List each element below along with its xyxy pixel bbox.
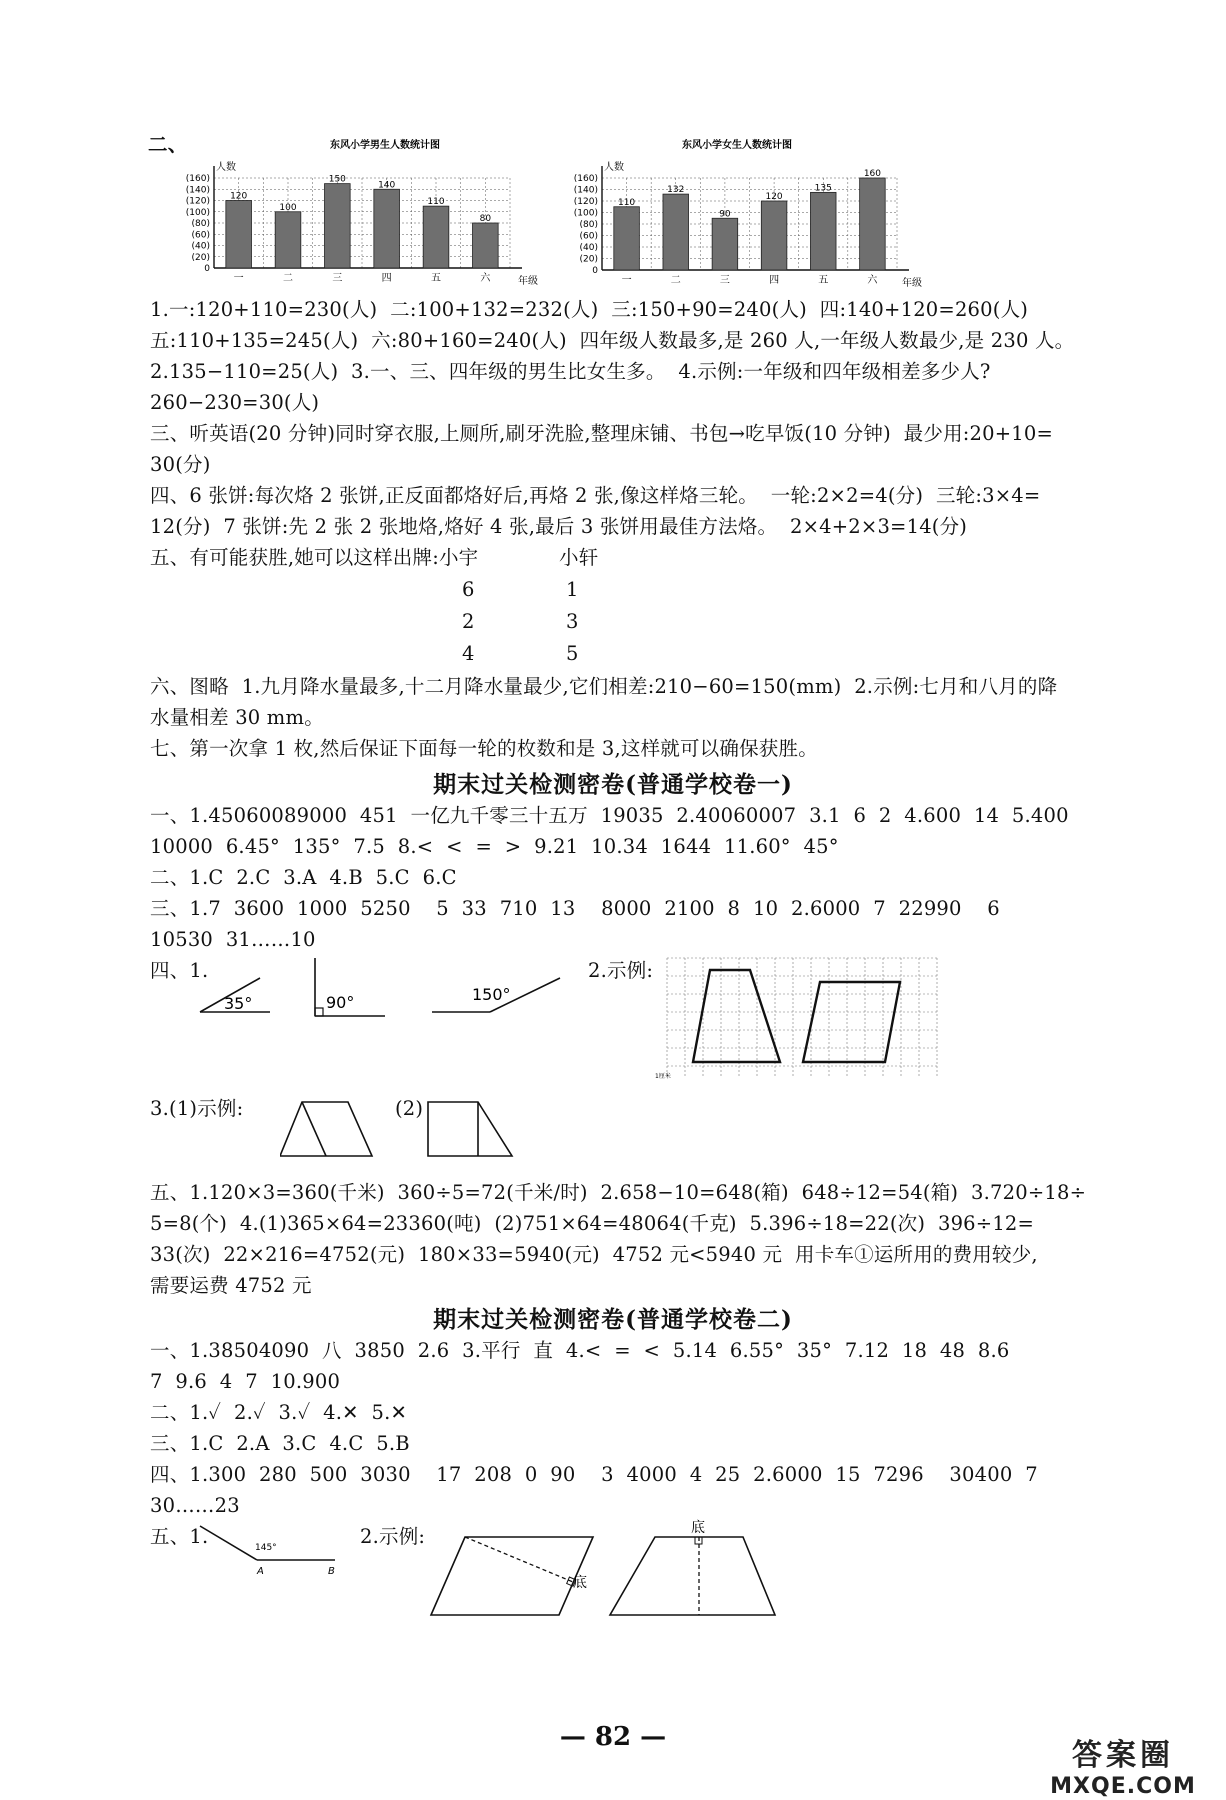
tick-label: (60) [191,230,210,241]
girls-chart-title: 东风小学女生人数统计图 [682,140,792,151]
tick-label: (160) [185,174,210,184]
answer-line: 二、1.C 2.C 3.A 4.B 5.C 6.C [150,866,457,889]
tick-label: (100) [185,207,210,218]
example-label: 2.示例: [588,959,654,982]
bar [614,207,640,270]
answer-line: 水量相差 30 mm。 [150,706,324,729]
category-label: 三 [719,275,730,286]
tick-label: 0 [592,266,598,276]
watermark-logo [1032,1730,1214,1799]
trapezoid-split-drawings [280,1090,540,1162]
girls-xlabel: 年级 [902,278,922,289]
bar-value-label: 110 [617,197,636,208]
category-label: 五 [431,273,441,284]
watermark-bottom: MXQE.COM [1050,1774,1196,1799]
bar-value-label: 100 [279,202,297,213]
bar [325,184,351,268]
category-label: 五 [818,275,829,286]
girls-bar-chart [562,128,942,293]
example-label-2: (2) [395,1097,424,1120]
answer-line: 四、6 张饼:每次烙 2 张饼,正反面都烙好后,再烙 2 张,像这样烙三轮。 一轮:2×2=4(分) 三轮:3×4= [150,484,1041,507]
bar-value-label: 160 [863,169,882,179]
answer-line: 7 9.6 4 7 10.900 [150,1370,341,1393]
bar [761,201,787,270]
category-label: 二 [670,275,681,286]
answer-line: 30……23 [150,1494,240,1517]
angle-drawings [190,950,570,1030]
boys-category-labels [234,272,492,284]
card-xiaoxuan: 1 [566,578,579,601]
category-label: 二 [283,273,293,284]
scale-label: 1厘米 [655,1073,671,1080]
tick-label: (20) [579,254,598,265]
answer-line: 一、1.45060089000 451 一亿九千零三十五万 19035 2.40060007 3.1 6 2 4.600 14 5.400 [150,804,1069,827]
bar-value-label: 120 [230,191,248,202]
bar [860,178,886,270]
tick-label: (140) [573,185,598,196]
parallelogram-with-height [431,1537,593,1615]
girls-ylabel: 人数 [604,162,624,173]
angle-90 [315,958,385,1016]
boys-ylabel: 人数 [216,162,236,173]
boys-bars [226,175,498,268]
exam1-title: 期末过关检测密卷(普通学校卷一) [433,771,793,798]
bar [374,189,400,268]
angle-90-label: 90° [326,993,355,1012]
card-xiaoxuan: 3 [566,610,579,633]
bar-value-label: 110 [427,197,445,208]
answer-line: 五、1. [150,1525,209,1548]
bar [226,201,252,269]
angle-150 [432,978,560,1012]
bar-value-label: 120 [765,192,783,202]
answer-line: 二、1.✓ 2.✓ 3.✓ 4.✕ 5.✕ [150,1401,408,1424]
bar-value-label: 135 [814,183,832,194]
answer-line: 1.一:120+110=230(人) 二:100+132=232(人) 三:150+90=240(人) 四:140+120=260(人) [150,298,1029,321]
tick-label: (40) [579,243,598,253]
answer-line: 10530 31……10 [150,928,316,951]
tick-label: (120) [185,196,210,207]
base-label-1: 底 [573,1575,587,1591]
answer-line: 五、有可能获胜,她可以这样出牌:小宇 [150,546,479,569]
answer-line: 5=8(个) 4.(1)365×64=23360(吨) (2)751×64=48064(千克) 5.396÷18=22(次) 396÷12= [150,1212,1035,1235]
card-header-xiaoxuan: 小轩 [559,546,599,569]
category-label: 六 [867,275,878,286]
answer-line: 2.135−110=25(人) 3.一、三、四年级的男生比女生多。 4.示例:一年级和四年级相差多少人? [150,360,991,383]
bar-value-label: 132 [667,185,685,196]
boys-tick-labels [186,174,210,274]
card-xiaoyu: 6 [462,578,475,601]
boys-bar-chart [180,128,560,293]
answer-line: 260−230=30(人) [150,391,320,414]
page-number: — 82 — [559,1722,667,1752]
trapezoid-into-rectangle [428,1102,512,1156]
height-drawings [425,1515,795,1625]
category-label: 四 [381,273,392,284]
example-label: 2.示例: [360,1525,426,1548]
bar [712,218,738,270]
answer-line: 五:110+135=245(人) 六:80+160=240(人) 四年级人数最多,是 260 人,一年级人数最少,是 230 人。 [150,329,1075,352]
answer-line: 三、1.C 2.A 3.C 4.C 5.B [150,1432,410,1455]
bar-value-label: 90 [719,209,731,220]
answer-line: 10000 6.45° 135° 7.5 8.< < = > 9.21 10.34 1644 11.60° 45° [150,835,839,858]
answer-line: 四、1. [150,959,209,982]
exam2-title: 期末过关检测密卷(普通学校卷二) [433,1306,793,1333]
category-label: 三 [332,273,343,284]
bar [473,223,499,268]
answer-line: 七、第一次拿 1 枚,然后保证下面每一轮的枚数和是 3,这样就可以确保获胜。 [150,737,818,760]
bar [275,212,301,268]
point-b-label: B [328,1566,335,1577]
answer-line: 三、听英语(20 分钟)同时穿衣服,上厕所,刷牙洗脸,整理床铺、书包→吃早饭(10 分钟) 最少用:20+10= [150,422,1054,445]
answer-line: 需要运费 4752 元 [150,1274,312,1297]
angle-35-label: 35° [224,994,253,1013]
category-label: 一 [233,273,244,284]
tick-label: (100) [573,208,598,219]
category-label: 六 [480,273,491,284]
grid-shapes [655,952,945,1092]
tick-label: (160) [573,174,598,184]
bar-value-label: 150 [328,174,346,185]
angle-145-label: 145° [255,1543,277,1553]
boys-xlabel: 年级 [518,276,538,287]
trapezoid-with-height [610,1519,775,1615]
trapezoid-into-triangle [280,1102,372,1156]
category-label: 四 [769,275,780,286]
answer-line: 一、1.38504090 八 3850 2.6 3.平行 直 4.< = < 5.14 6.55° 35° 7.12 18 48 8.6 [150,1339,1010,1362]
girls-category-labels [622,274,879,286]
answer-line: 12(分) 7 张饼:先 2 张 2 张地烙,烙好 4 张,最后 3 张饼用最佳方法烙。 2×4+2×3=14(分) [150,515,968,538]
angle-35 [200,978,270,1013]
card-xiaoyu: 4 [462,642,475,665]
card-xiaoxuan: 5 [566,642,579,665]
category-label: 一 [621,275,632,286]
answer-line: 三、1.7 3600 1000 5250 5 33 710 13 8000 2100 8 10 2.6000 7 22990 6 [150,897,1000,920]
tick-label: 0 [204,264,210,274]
boys-chart-title: 东风小学男生人数统计图 [330,140,440,151]
example-label: 3.(1)示例: [150,1097,244,1120]
tick-label: (40) [191,241,210,252]
card-xiaoyu: 2 [462,610,475,633]
section-two-label: 二、 [148,133,188,156]
watermark-top: 答案圈 [1072,1738,1174,1773]
base-label-2: 底 [691,1520,705,1536]
bar [663,194,689,270]
tick-label: (80) [579,220,598,230]
angle-150-label: 150° [472,985,511,1004]
girls-tick-labels [574,174,598,276]
bar-value-label: 80 [479,214,492,224]
bar [423,206,449,268]
answer-line: 五、1.120×3=360(千米) 360÷5=72(千米/时) 2.658−10=648(箱) 648÷12=54(箱) 3.720÷18÷ [150,1181,1087,1204]
tick-label: (120) [573,197,598,207]
bar [810,192,836,270]
tick-label: (140) [185,185,210,196]
tick-label: (80) [191,219,210,229]
grid [667,958,937,1078]
answer-line: 33(次) 22×216=4752(元) 180×33=5940(元) 4752 元<5940 元 用卡车①运所用的费用较少, [150,1243,1038,1266]
tick-label: (60) [579,231,598,242]
bar-value-label: 140 [378,180,396,191]
answer-line: 六、图略 1.九月降水量最多,十二月降水量最少,它们相差:210−60=150(mm) 2.示例:七月和八月的降 [150,675,1058,698]
angle-145-drawing [195,1520,355,1580]
point-a-label: A [257,1566,264,1577]
answer-line: 30(分) [150,453,211,476]
tick-label: (20) [191,252,210,263]
answer-line: 四、1.300 280 500 3030 17 208 0 90 3 4000 4 25 2.6000 15 7296 30400 7 [150,1463,1038,1486]
